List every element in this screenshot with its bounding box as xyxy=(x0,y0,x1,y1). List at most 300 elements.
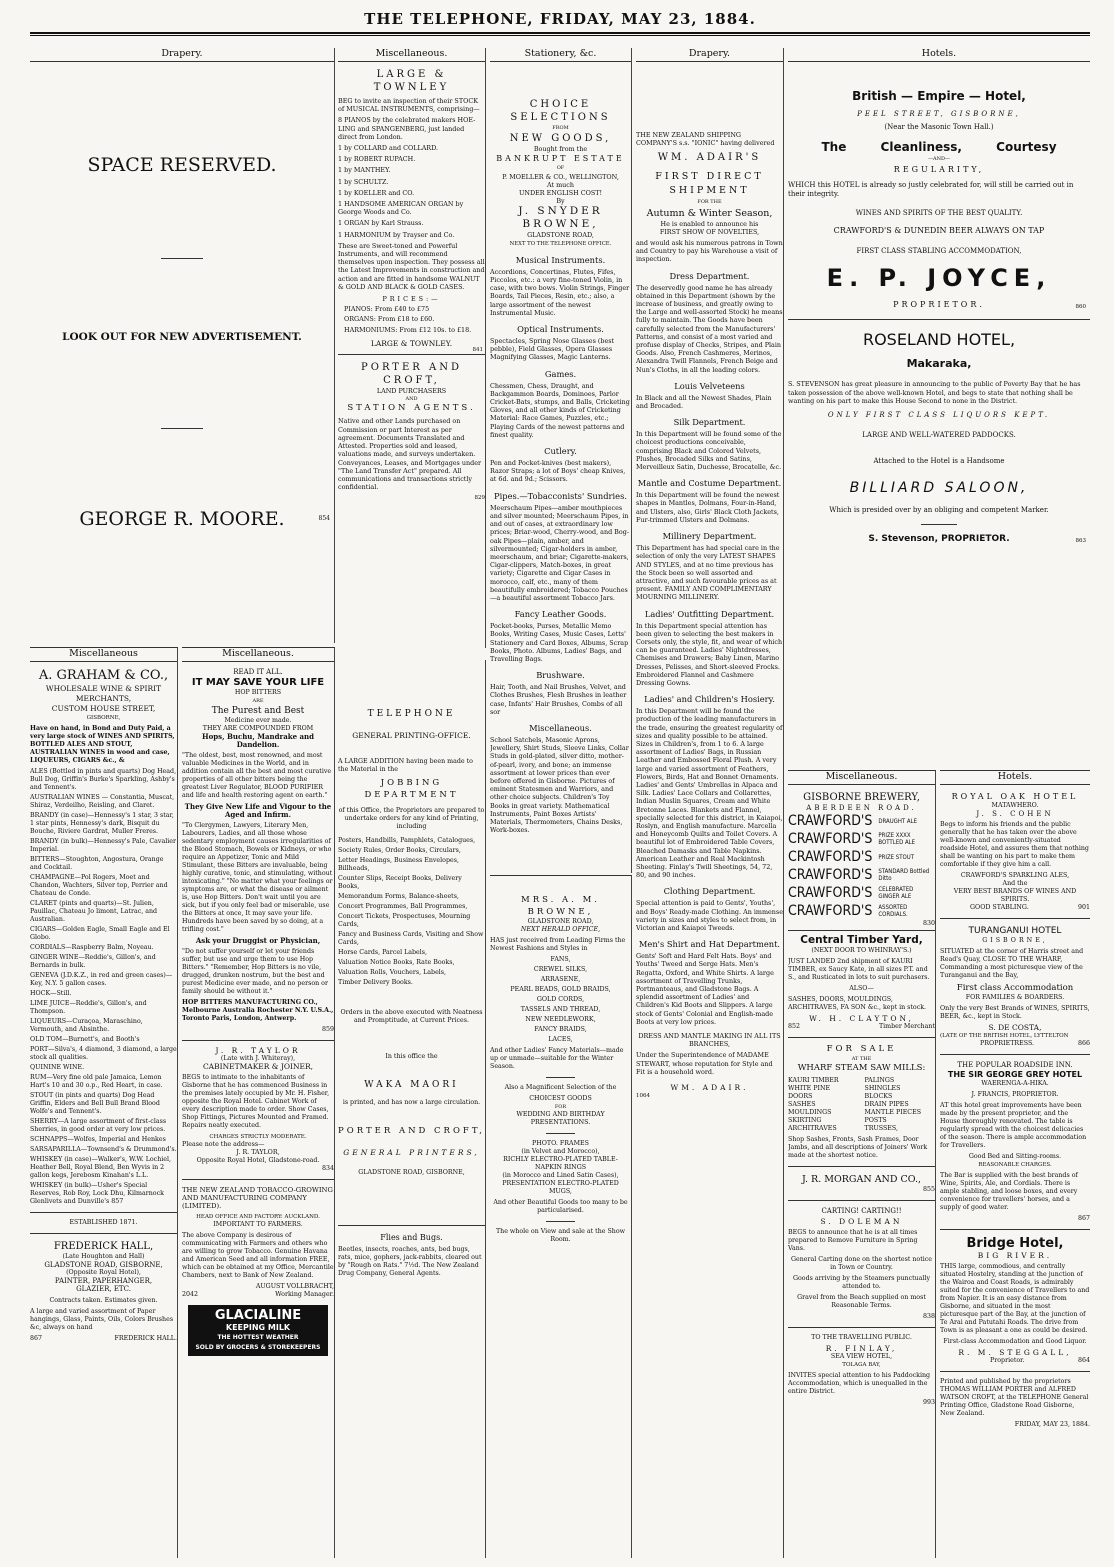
bridge-hotel: Bridge Hotel, xyxy=(966,1236,1064,1251)
turanganui-hotel: TURANGANUI HOTEL xyxy=(968,926,1062,936)
crawford-row xyxy=(788,812,935,830)
prices-title: PRICES:— xyxy=(382,295,441,304)
mills-item: KAURI TIMBER xyxy=(788,1077,839,1084)
ad-text: PRESENTATION ELECTRO-PLATED MUGS, xyxy=(502,1180,619,1195)
ad-text: of this Office, the Proprietors are prepared to undertake orders for any kind of Printing, including xyxy=(338,807,485,830)
ad-code: 855 xyxy=(922,1186,935,1193)
ad-text: In this office the xyxy=(385,1053,438,1060)
section-title: Dress Department. xyxy=(669,270,750,281)
ad-text: The whole on View and sale at the Show Room. xyxy=(495,1228,626,1243)
ad-text: First-class Accommodation and Good Liquor. xyxy=(943,1338,1087,1345)
ad-text: Gravel from the Beach supplied on most Reasonable Terms. xyxy=(797,1294,926,1309)
crawford-name: CRAWFORD'S xyxy=(788,903,873,919)
new-goods: NEW GOODS, xyxy=(509,133,612,145)
divider xyxy=(546,1077,574,1078)
spirit-item: STOUT (in pints and quarts) Dog Head Griffin, Elders and Bell Bull Brand Blood Wolfe's and Tennent's. xyxy=(30,1092,160,1115)
ad-text: FIRST CLASS STABLING ACCOMMODATION, xyxy=(856,247,1022,256)
crawford-list xyxy=(788,812,935,920)
ad-text: WINES AND SPIRITS OF THE BEST QUALITY. xyxy=(855,208,1023,217)
ad-signature: FREDERICK HALL. xyxy=(114,1335,177,1342)
ad-text: THEY ARE COMPOUNDED FROM xyxy=(202,725,314,732)
ad-text: And other Beautiful Goods too many to be particularised. xyxy=(493,1199,628,1214)
printing-item: Valuation Rolls, Vouchers, Labels, xyxy=(338,969,447,976)
ad-code: 901 xyxy=(1077,904,1090,911)
printing-item: Valuation Notice Books, Rate Books, xyxy=(338,959,455,966)
ad-text: GLADSTONE ROAD, xyxy=(527,231,594,240)
ad-text: Begs to inform his friends and the public generally that he has taken over the above well-known and conveniently-situated roadside Hotel, and assures them that nothing shall be wanting on his part to make them comfortable if they give him a call. xyxy=(940,821,1089,868)
sir-george-grey-hotel: THE SIR GEORGE GREY HOTEL xyxy=(947,1070,1083,1079)
mills-item: MOULDINGS xyxy=(788,1109,832,1116)
ad-text: HAS just received from Leading Firms the Newest Fashions and Styles in xyxy=(490,937,626,952)
ad-code: 829 xyxy=(474,495,485,502)
dressmaking-title: DRESS AND MANTLE MAKING IN ALL ITS BRANCHES, xyxy=(638,1032,781,1049)
large-townley-title: LARGE & TOWNLEY xyxy=(373,69,450,93)
section-text: Pen and Pocket-knives (best makers), Razor Straps; a lot of Boys' cheap Knives, at 6d. and 9d.; Scissors. xyxy=(490,459,626,484)
ad-text: FIRST SHOW OF NOVELTIES, xyxy=(659,227,760,236)
section-text: Meerschaum Pipes—amber mouthpieces and silver mounted; Meerschaum Pipes, in and out of cases, at extraordinary low prices; Briar-wood, Cherry-wood, and Bog-oak Pipes—plain, amber, and silvermounted; Cigar-holders in amber, meerschaum, and briar; Cigarette-makers, Cigar-clippers, Match-boxes, in great variety; Cigarette and Cigar Cases in morocco, calf, etc., many of them beautifully embroidered; Tobacco Pouches—a beautiful assortment Tobacco Jars. xyxy=(490,503,629,602)
divider xyxy=(30,1233,177,1234)
spirit-item: AUSTRALIAN WINES — Constantia, Muscat, Shiraz, Verdeilho, Reisling, and Claret. xyxy=(30,794,175,809)
billiard-saloon: BILLIARD SALOON, xyxy=(849,479,1029,496)
column-header: Stationery, &c. xyxy=(490,48,631,62)
ad-text: TO THE TRAVELLING PUBLIC. xyxy=(811,1334,912,1341)
spirit-item: GINGER WINE—Reddie's, Gillon's, and Bernards in bulk. xyxy=(30,954,156,969)
save-your-life: IT MAY SAVE YOUR LIFE xyxy=(191,677,325,688)
instrument-item: 1 by MANTHEY. xyxy=(338,166,391,175)
imprint-date: FRIDAY, MAY 23, 1884. xyxy=(1014,1421,1090,1428)
ad-text: WHICH this HOTEL is already so justly celebrated for, will still be carried out in their integrity. xyxy=(788,180,1074,198)
ad-code: 866 xyxy=(1077,1040,1090,1047)
ad-text: He is enabled to announce his xyxy=(660,219,759,228)
section-title: Mantle and Costume Department. xyxy=(637,478,782,489)
ad-text: Please note the address— xyxy=(182,1141,265,1148)
ad-text: SITUATED at the corner of Harris street and Read's Quay, CLOSE TO THE WHARF, Commanding a most picturesque view of the Turanganui and the Bay, xyxy=(940,948,1084,979)
divider xyxy=(788,1037,935,1038)
spirit-item: RUM—Very fine old pale Jamaica, Lemon Hart's 10 and 30 o.p., Red Heart, in case. xyxy=(30,1074,163,1089)
newspaper-title: THE TELEPHONE, FRIDAY, MAY 23, 1884. xyxy=(364,10,756,28)
ad-text: ABERDEEN ROAD. xyxy=(806,804,917,812)
section-title: Clothing Department. xyxy=(663,886,756,897)
ad-code: 993 xyxy=(922,1399,935,1406)
mills-item: PALINGS xyxy=(864,1077,895,1084)
spirit-item: HOCK—Still. xyxy=(30,990,72,997)
finlay: R. FINLAY, xyxy=(825,1344,898,1353)
ad-text: Attached to the Hotel is a Handsome xyxy=(873,457,1005,466)
george-moore: GEORGE R. MOORE. xyxy=(79,508,285,530)
section-title: Games. xyxy=(544,368,577,379)
spirit-item: CLARET (pints and quarts)—St. Julien, Pauillac, Chateau Jo limont, Latrac, and Australian. xyxy=(30,900,158,923)
ad-text: Medicine ever made. xyxy=(224,717,292,724)
ad-text: Orders in the above executed with Neatness and Promptitude, at Current Prices. xyxy=(340,1009,483,1024)
instrument-item: 1 HANDSOME AMERICAN ORGAN by George Woods and Co. xyxy=(338,200,464,217)
ad-text: GISBORNE, xyxy=(982,937,1048,944)
ad-text: WAERENGA-A-HIKA. xyxy=(981,1080,1049,1087)
ad-text: (LATE OF THE BRITISH HOTEL, LYTTELTON xyxy=(940,1033,1069,1039)
first-direct-shipment: FIRST DIRECT SHIPMENT xyxy=(655,171,764,197)
flies-title: Flies and Bugs. xyxy=(380,1233,443,1242)
browne-title: MRS. A. M. BROWNE, xyxy=(521,895,600,917)
ad-text: (NEXT DOOR TO WHINRAY'S.) xyxy=(811,947,912,954)
ad-text: WEDDING AND BIRTHDAY PRESENTATIONS. xyxy=(516,1111,605,1126)
printing-item: Timber Delivery Books. xyxy=(338,979,413,986)
divider xyxy=(338,1225,485,1226)
ad-text: FOR THE xyxy=(697,199,722,206)
ad-text: General Carting done on the shortest notice in Town or Country. xyxy=(790,1256,933,1271)
divider xyxy=(940,1054,1090,1055)
printing-item: Society Rules, Order Books, Circulars, xyxy=(338,847,461,854)
stevenson-proprietor: S. Stevenson, PROPRIETOR. xyxy=(868,533,1010,544)
ad-text: Shop Sashes, Fronts, Sash Frames, Door Jambs, and all descriptions of Joiners' Work made at the shortest notice. xyxy=(788,1136,928,1159)
crawford-row xyxy=(788,830,935,848)
spirit-item: LIME JUICE—Reddie's, Gillon's, and Thompson. xyxy=(30,1000,147,1015)
ad-text: —AND— xyxy=(928,156,950,163)
section-text: Chessmen, Chess, Draught, and Backgammon Boards, Dominoes, Parlor Cricket-Bats, stumps, and Balls, Cricketing Gloves, and all other kinds of Cricketing Material: Race Games, Puzzles, etc.; Playing Cards of the newest patterns and finest quality. xyxy=(490,381,630,439)
ad-text: Contracts taken. Estimates given. xyxy=(49,1297,158,1304)
graham-title: A. GRAHAM & CO., xyxy=(38,668,169,683)
frederick-hall-title: FREDERICK HALL, xyxy=(53,1241,154,1252)
masthead xyxy=(30,6,1090,46)
spirit-item: SCHNAPPS—Wolfes, Imperial and Henkes xyxy=(30,1136,166,1143)
ad-text: At much xyxy=(547,180,574,189)
ad-text: AT THE xyxy=(851,1056,872,1062)
brewery-title: GISBORNE BREWERY, xyxy=(803,792,920,803)
ad-text: BEG to invite an inspection of their STOCK of MUSICAL INSTRUMENTS, comprising— xyxy=(338,97,480,114)
divider xyxy=(940,918,1090,919)
ad-text: REASONABLE CHARGES. xyxy=(978,1162,1052,1168)
space-reserved: SPACE RESERVED. xyxy=(87,154,277,176)
crawford-desc: STANDARD Bottled Ditto xyxy=(878,868,930,882)
price-item: HARMONIUMS: From £12 10s. to £18. xyxy=(344,325,472,334)
ad-text: and would ask his numerous patrons in Town and Country to pay his Warehouse a visit of inspection. xyxy=(636,239,783,264)
spirit-item: OLD TOM—Burnett's, and Booth's xyxy=(30,1036,140,1043)
fancy-item: PEARL BEADS, GOLD BRAIDS, xyxy=(510,986,611,993)
mills-item: BLOCKS xyxy=(864,1093,893,1100)
ad-code: 854 xyxy=(318,515,330,522)
fancy-list xyxy=(490,956,631,1044)
ad-text: CRAWFORD'S SPARKLING ALES, xyxy=(960,872,1070,879)
instrument-item: 1 by KOELLER and CO. xyxy=(338,188,415,197)
porter-sub: LAND PURCHASERS xyxy=(376,387,447,396)
ad-text: First class Accommodation xyxy=(956,983,1074,993)
mills-item: MANTLE PIECES xyxy=(864,1109,922,1116)
choice-selections: CHOICE SELECTIONS xyxy=(510,99,611,123)
ad-text: Native and other Lands purchased on Commission or part Interest as per agreement. Documents Translated and Attested. Properties sold and leased, valuations made, and surveys undertaken. Conveyances, Leases, and Mortgages under "The Land Transfer Act" prepared. All communications and transactions strictly confidential. xyxy=(338,417,482,492)
printing-item: Concert Tickets, Prospectuses, Mourning Cards, xyxy=(338,913,471,928)
section-text: The deservedly good name he has already obtained in this Department (shown by the increase of business, and greatly owing to the Large and well-assorted Stock) he means fully to maintain. The Goods have been carefully selected from the Manufacturers' Patterns, and consist of a most varied and profuse display of Checks, Stripes, and Plain Goods. Also, French Cashmeres, Merinos, Alexandra Twill Flannels, French Beige and Nun's Cloths, in all the leading colors. xyxy=(636,283,783,374)
crawford-desc: PRIZE STOUT xyxy=(878,853,914,861)
glacialine-line: KEEPING MILK xyxy=(225,1323,291,1332)
ad-text: The Bar is supplied with the best brands of Wine, Spirits, Ale, and Cordials. There is ample stabling, and loose boxes, and every convenience for travellers' horses, and a supply of good water. xyxy=(940,1172,1078,1211)
ad-text: ARE xyxy=(252,698,264,704)
instrument-item: 8 PIANOS by the celebrated makers HOE-LING and SPANGENBERG, just landed direct from London. xyxy=(338,116,476,141)
taylor-title: J. R. TAYLOR xyxy=(215,1046,301,1055)
british-empire-hotel: British — Empire — Hotel, xyxy=(852,89,1026,103)
ad-text: PAINTER, PAPERHANGER, xyxy=(54,1277,153,1285)
ad-text: J. FRANCIS, PROPRIETOR. xyxy=(971,1091,1059,1098)
ad-code: 867 xyxy=(1077,1215,1090,1222)
printing-item: Concert Programmes, Ball Programmes, xyxy=(338,903,468,910)
crawford-row xyxy=(788,902,935,920)
section-text: In this Department will be found the newest shapes in Mantles, Dolmans, Four-in-Hand, and Ulsters, also, Girls' Black Cloth Jackets, Fur-trimmed Ulsters and Dolmans. xyxy=(636,491,780,524)
mills-item: SHINGLES xyxy=(864,1085,901,1092)
ad-text: CABINETMAKER & JOINER, xyxy=(202,1062,314,1071)
drapery-sections xyxy=(636,271,783,1026)
ad-text: VERY BEST BRANDS OF WINES AND SPIRITS. xyxy=(953,888,1077,903)
crawford-row xyxy=(788,866,935,884)
ad-text: HOP BITTERS MANUFACTURING CO., Melbourne Australia Rochester N.Y. U.S.A., Toronto Paris, London, Antwerp. xyxy=(182,999,334,1022)
instrument-list xyxy=(338,116,485,238)
divider xyxy=(788,930,935,931)
price-item: PIANOS: From £40 to £75 xyxy=(344,305,430,314)
jobbing-department: JOBBING DEPARTMENT xyxy=(364,778,459,800)
ad-text: S. STEVENSON has great pleasure in announcing to the public of Poverty Bay that he has taken possession of the above well-known Hotel, and begs to state that nothing shall be wanting on his part to make this House Second to none in the District. xyxy=(788,380,1081,405)
doleman: S. DOLEMAN xyxy=(820,1217,903,1226)
ad-text: The Purest and Best xyxy=(211,706,305,716)
column-header: Drapery. xyxy=(30,48,334,62)
ad-text: SASHES, DOORS, MOULDINGS, ARCHITRAVES, FA SON &c., kept in stock. xyxy=(788,996,927,1011)
ad-text: FOR xyxy=(554,1104,567,1110)
mills-item: POSTS xyxy=(864,1117,887,1124)
ad-text: Bought from the xyxy=(533,145,588,154)
ad-text: A large and varied assortment of Paper hangings, Glass, Paints, Oils, Colors Brushes &c, always on hand xyxy=(30,1308,174,1331)
ad-text: (in Morocco and Lined Satin Cases), xyxy=(502,1172,619,1179)
price-list xyxy=(338,305,485,334)
column-miscellaneous-lower-5 xyxy=(788,770,936,1558)
printing-item: Fancy and Business Cards, Visiting and Show Cards, xyxy=(338,931,484,946)
divider xyxy=(940,1229,1090,1230)
fancy-item: LACES, xyxy=(548,1036,573,1043)
ad-text: HEAD OFFICE AND FACTORY: AUCKLAND. xyxy=(196,1214,320,1220)
ad-text: Proprietor. xyxy=(990,1357,1025,1364)
ad-text: PEEL STREET, GISBORNE, xyxy=(857,110,1021,118)
column-header: Miscellaneous. xyxy=(788,771,935,785)
ad-text: ONLY FIRST CLASS LIQUORS KEPT. xyxy=(827,411,1051,420)
instrument-item: 1 by SCHULTZ. xyxy=(338,177,389,186)
ad-text: THE POPULAR ROADSIDE INN. xyxy=(957,1061,1073,1069)
spirit-item: CHAMPAGNE—Pol Rogers, Moet and Chandon, Wachters, Silver top, Perrier and Chateau de Conde. xyxy=(30,874,168,897)
spirits-list xyxy=(30,768,177,1206)
divider xyxy=(921,524,957,525)
spirit-item: ALES (Bottled in pints and quarts) Dog Head, Bull Dog, Griffin's Burke's Sparkling, Ashby's and Tennent's. xyxy=(30,768,177,791)
spirit-item: QUININE WINE. xyxy=(30,1064,85,1071)
column-printing-office xyxy=(338,660,486,1558)
ad-text: BEGS to intimate to the inhabitants of Gisborne that he has commenced Business in the premises lately occupied by Mr. H. Fisher, opposite the Royal Hotel. Cabinet Work of every description made to order. Show Cases, Shop Fittings, Pictures Mounted and Framed. Repairs neatly executed. xyxy=(182,1074,330,1129)
mills-list-right xyxy=(865,1077,936,1133)
snyder-browne: J. SNYDER BROWNE, xyxy=(518,205,603,231)
column-mrs-browne xyxy=(490,875,632,1558)
column-drapery-1 xyxy=(30,48,335,643)
column-miscellaneous-lower-1 xyxy=(30,647,178,1558)
section-title: Ladies' Outfitting Department. xyxy=(644,608,775,619)
porter-sub: AND xyxy=(405,396,418,403)
glacialine-line: THE HOTTEST WEATHER xyxy=(217,1334,299,1341)
ad-text: Ask your Druggist or Physician, xyxy=(195,936,321,945)
crawford-row xyxy=(788,884,935,902)
instrument-item: 1 by ROBERT RUPACH. xyxy=(338,155,416,164)
telephone-title: TELEPHONE xyxy=(367,709,456,719)
ad-signature: WM. ADAIR. xyxy=(670,1083,749,1093)
column-header: Miscellaneous. xyxy=(182,648,334,662)
ad-text: These are Sweet-toned and Powerful Instruments, and will recommend themselves upon inspection. They possess all the Latest Improvements in construction and action and are fitted in handsome WALNUT & GOLD AND BLACK & GOLD CASES. xyxy=(338,241,485,291)
central-timber-yard: Central Timber Yard, xyxy=(800,934,923,946)
section-title: Silk Department. xyxy=(673,417,746,428)
instrument-item: 1 ORGAN by Karl Strauss. xyxy=(338,219,424,228)
ad-text: "The oldest, best, most renowned, and most valuable Medicines in the World, and in addition contain all the best and most curative properties of all other bitters being the greatest Liver Regulator, BLOOD PURIFIER and life and health restoring agent on earth." xyxy=(182,752,332,799)
section-title: Musical Instruments. xyxy=(515,254,606,265)
column-header: Hotels. xyxy=(940,771,1090,785)
ad-text: GLADSTONE ROAD, GISBORNE, xyxy=(358,1169,465,1176)
wharf-mills: WHARF STEAM SAW MILLS: xyxy=(797,1063,926,1073)
printing-item: Memorandum Forms, Balance-sheets, xyxy=(338,893,459,900)
ad-text: PROPRIETRESS. xyxy=(980,1040,1035,1047)
ad-text: BIG RIVER. xyxy=(977,1251,1053,1260)
ad-text: (Opposite Royal Hotel), xyxy=(66,1269,141,1276)
section-title: Pipes.—Tobacconists' Sundries. xyxy=(494,490,627,501)
column-header: Drapery. xyxy=(636,48,783,62)
ad-text: GLAZIER, ETC. xyxy=(76,1285,131,1293)
divider xyxy=(161,428,204,429)
spirit-item: CORDIALS—Raspberry Balm, Noyeau. xyxy=(30,944,154,951)
glacialine-line: GLACIALINE xyxy=(214,1308,302,1323)
for-sale: FOR SALE xyxy=(826,1044,897,1054)
section-text: Accordions, Concertinas, Flutes, Fifes, Piccolos, etc.: a very fine-toned Violin, in case, with two bows. Violin Strings, Finger Boards, Tail Pieces, Resin, etc.; also, a large assortment of the newest Instrumental Music. xyxy=(490,267,630,317)
ad-text: P. MOELLER & CO., WELLINGTON, xyxy=(502,172,619,181)
cohen: J. S. COHEN xyxy=(976,810,1054,818)
price-item: ORGANS: From £18 to £60. xyxy=(344,315,435,324)
joyce-title: E. P. JOYCE, xyxy=(826,264,1052,293)
waka-maori: WAKA MAORI xyxy=(364,1080,459,1090)
ad-code: 860 xyxy=(1075,304,1086,311)
spirit-item: LIQUEURS—Curaçoa, Maraschino, Vermouth, and Absinthe. xyxy=(30,1018,143,1033)
ad-text: CARTING! CARTING!! xyxy=(821,1207,902,1215)
mills-item: TRUSSES, xyxy=(864,1125,898,1132)
printing-item: Letter Headings, Business Envelopes, Billheads, xyxy=(338,857,459,872)
ad-text: FROM xyxy=(552,125,569,131)
ad-text: Beetles, insects, roaches, ants, bed bugs, rats, mice, gophers, jack-rabbits, cleared out by "Rough on Rats." 7½d. The New Zealand Drug Company, General Agents. xyxy=(338,1246,482,1277)
divider xyxy=(30,1212,177,1213)
ad-code: 838 xyxy=(922,1313,935,1320)
ad-text: "To Clergymen, Lawyers, Literary Men, Labourers, Ladies, and all those whose sedentary employment causes irregularities of the Blood Stomach, Bowels or Kidneys, or who require an Appetizer, Tonic and Mild Stimulant, these Bitters are invaluable, being highly curative, tonic, and stimulating, without intoxicating." "No matter what your feelings or symptoms are, or what the disease or ailment is, use Hop Bitters. Don't wait until you are sick, but if you only feel bad or miserable, use the Bitters at once, It may save your life. Hundreds have been saved by so doing, at a trifling cost." xyxy=(182,822,333,933)
ad-text: MATAWHERO. xyxy=(991,802,1039,809)
imprint: Printed and published by the proprietors THOMAS WILLIAM PORTER and ALFRED WATSON CROFT, at the TELEPHONE General Printing Office, Gladstone Road Gisborne, New Zealand. xyxy=(940,1378,1089,1417)
section-text: In Black and all the Newest Shades, Plain and Brocaded. xyxy=(636,393,772,411)
ad-text: Only the very Best Brands of WINES, SPIRITS, BEER, &c., kept in Stock. xyxy=(940,1005,1090,1020)
ad-text: (Late with J. Whiteray), xyxy=(220,1055,296,1062)
section-title: Cutlery. xyxy=(544,446,577,457)
ad-text: UNDER ENGLISH COST! xyxy=(518,189,603,198)
ad-text: THE NEW ZEALAND SHIPPING COMPANY'S s.s. "IONIC" having delivered xyxy=(636,131,775,148)
printing-item: Counter Slips, Receipt Books, Delivery Books, xyxy=(338,875,462,890)
ad-code: 852 xyxy=(788,1023,801,1030)
tobacco-title: THE NEW ZEALAND TOBACCO-GROWING AND MANUFACTURING COMPANY (LIMITED). xyxy=(182,1186,333,1210)
divider xyxy=(182,1179,334,1180)
ad-text: Hops, Buchu, Mandrake and Dandelion. xyxy=(201,732,315,749)
fancy-item: FANCY BRAIDS, xyxy=(534,1026,587,1033)
ad-text: PHOTO. FRAMES xyxy=(532,1140,589,1147)
ad-text: CHARGES STRICTLY MODERATE. xyxy=(209,1134,307,1140)
section-text: Gents' Soft and Hard Felt Hats. Boys' and Youths' Tweed and Serge Hats. Men's Regatta, Oxford, and White Shirts. A large assortment of Travelling Trunks, Portmanteaus, and Gladstone Bags. A splendid assortment of Ladies' and Children's Kid Boots and Slippers. A large stock of Gents' Colonial and English-made Boots at very low prices. xyxy=(636,952,774,1026)
divider xyxy=(788,1166,935,1167)
masthead-rule xyxy=(30,32,1090,36)
ad-text: GLADSTONE ROAD, xyxy=(527,918,594,925)
bankrupt-estate: BANKRUPT ESTATE xyxy=(496,154,625,164)
ad-text: AUGUST VOLLBRACHT, xyxy=(255,1283,334,1290)
ad-text: INVITES special attention to his Paddocking Accommodation, which is unequalled in the entire District. xyxy=(788,1372,931,1395)
fancy-item: NEW NEEDLEWORK, xyxy=(525,1016,596,1023)
ad-text: A LARGE ADDITION having been made to the Material in the xyxy=(338,758,473,773)
ad-text: IMPORTANT TO FARMERS. xyxy=(213,1221,303,1228)
ad-code: 841 xyxy=(472,346,483,353)
ad-text: And the xyxy=(1002,880,1028,887)
ad-text: (Late Houghton and Hall) xyxy=(62,1253,145,1260)
steggall: R. M. STEGGALL, xyxy=(958,1348,1072,1357)
section-title: Brushware. xyxy=(536,670,585,681)
section-title: Miscellaneous. xyxy=(529,722,592,733)
ad-text: Timber Merchant xyxy=(878,1023,935,1030)
ad-code: 1064 xyxy=(636,1093,650,1100)
glacialine-line: SOLD BY GROCERS & STOREKEEPERS xyxy=(195,1344,321,1351)
ad-text: SEA VIEW HOTEL, xyxy=(830,1353,893,1360)
crawford-name: CRAWFORD'S xyxy=(788,813,873,829)
ad-code: 834 xyxy=(321,1165,334,1172)
ad-code: 2042 xyxy=(182,1291,199,1298)
ad-text: GOOD STABLING. xyxy=(970,904,1029,911)
fancy-item: TASSELS AND THREAD, xyxy=(520,1006,601,1013)
ad-text: Also a Magnificent Selection of the xyxy=(504,1084,617,1091)
ad-text: READ IT ALL. xyxy=(233,668,283,676)
mills-item: SASHES xyxy=(788,1101,816,1108)
printing-list xyxy=(338,837,485,987)
ad-text: NEXT HERALD OFFICE, xyxy=(520,926,601,933)
ad-text: They Give New Life and Vigour to the Aged and Infirm. xyxy=(184,802,332,819)
ad-text: CHOICEST GOODS xyxy=(529,1095,592,1102)
crawford-name: CRAWFORD'S xyxy=(788,849,873,865)
porter-sub: STATION AGENTS. xyxy=(347,403,476,414)
spirit-item: BRANDY (in case)—Hennessy's 1 star, 3 star, 1 star pints, Hennessy's dark, Bisquit du Bouche, Riviere Gardrat, Muller Freres. xyxy=(30,812,174,835)
ad-text: GLADSTONE ROAD, GISBORNE, xyxy=(44,1261,163,1269)
section-text: In this Department will be found some of the choicest productions conceivable, comprising Black and Colored Velvets, Plushes, Brocaded Silks and Satins, Merveilleux Satin, Duchesse, Brocatelle, &c. xyxy=(636,430,782,472)
divider xyxy=(788,319,1090,320)
section-title: Men's Shirt and Hat Department. xyxy=(638,939,781,950)
divider xyxy=(788,1200,935,1201)
glacialine-banner xyxy=(188,1305,328,1356)
ad-text: AT this hotel great improvements have been made by the present proprietor, and the House thoroughly renovated. The table is regularly spread with the choicest delicacies of the season. There is ample accommodation for Travellers. xyxy=(940,1102,1087,1149)
ad-text: PROPRIETOR. xyxy=(893,300,985,310)
ad-text: WHOLESALE WINE & SPIRIT MERCHANTS, xyxy=(45,684,162,703)
ad-text: Working Manager. xyxy=(275,1291,334,1298)
mills-list-left xyxy=(788,1077,859,1133)
ad-text: Opposite Royal Hotel, Gladstone-road. xyxy=(196,1157,320,1164)
ad-code: 859 xyxy=(321,1026,334,1033)
ad-text: RICHLY ELECTRO-PLATED TABLE-NAPKIN RINGS xyxy=(503,1156,618,1171)
ad-text: is printed, and has now a large circulation. xyxy=(342,1099,481,1106)
spirit-item: WHISKEY (in bulk)—Usher's Special Reserves, Rob Roy, Lock Dhu, Kilmarnock Glenlivets and Dunville's 857 xyxy=(30,1182,164,1205)
section-title: Millinery Department. xyxy=(662,531,757,542)
stationery-sections xyxy=(490,255,631,835)
ad-text: Goods arriving by the Steamers punctually attended to. xyxy=(792,1275,931,1290)
spirit-item: BRANDY (in bulk)—Hennessy's Pale, Cavalier Imperial. xyxy=(30,838,176,853)
ad-code: 867 xyxy=(30,1335,43,1342)
divider xyxy=(182,1040,334,1041)
section-title: Ladies' and Children's Hosiery. xyxy=(644,694,775,705)
mills-item: DRAIN PIPES xyxy=(864,1101,909,1108)
divider xyxy=(546,1133,574,1134)
column-hotels-1 xyxy=(788,48,1090,768)
ad-text: "Do not suffer yourself or let your friends suffer, but use and urge them to use Hop Bitters." "Remember, Hop Bitters is no vile, drugged, drunken nostrum, but the best and purest Medicine ever made, and no person or family should be without it." xyxy=(182,948,328,995)
royal-oak-hotel: ROYAL OAK HOTEL xyxy=(951,792,1079,801)
column-hotels-2 xyxy=(940,770,1090,1558)
ad-text: JUST LANDED 2nd shipment of KAURI TIMBER, ex Saucy Kate, in all sizes P.T. and S., and Rusticated in lots to suit purchasers. xyxy=(788,958,930,981)
